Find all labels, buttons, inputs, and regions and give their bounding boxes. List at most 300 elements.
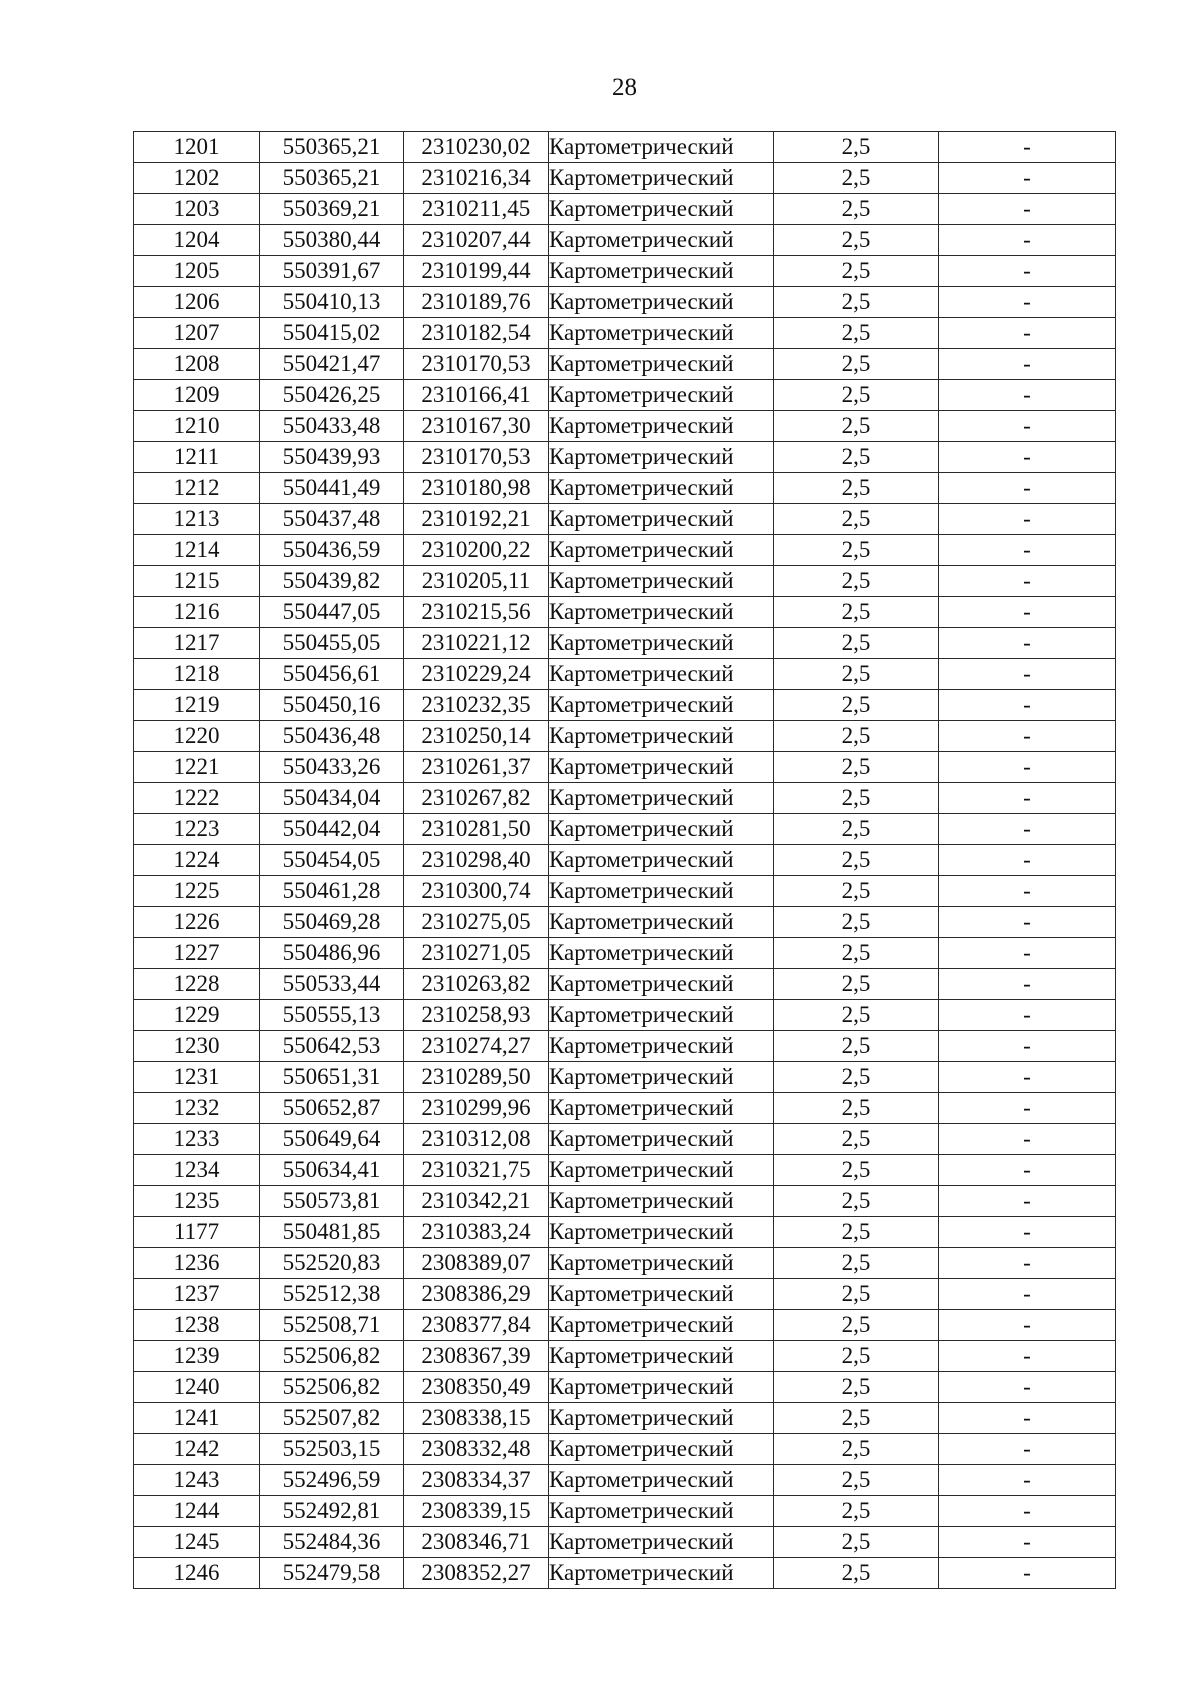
x-coordinate-cell: 552520,83 [260,1248,404,1279]
method-cell: Картометрический [549,1124,774,1155]
description-cell: - [939,411,1116,442]
table-row [134,442,1116,473]
description-cell: - [939,1124,1116,1155]
point-number-cell: 1205 [134,256,260,287]
x-coordinate-cell: 550365,21 [260,132,404,163]
accuracy-cell: 2,5 [774,504,939,535]
y-coordinate-cell: 2310229,24 [404,659,549,690]
y-coordinate-cell: 2308386,29 [404,1279,549,1310]
point-number-cell: 1226 [134,907,260,938]
point-number-cell: 1243 [134,1465,260,1496]
accuracy-cell: 2,5 [774,1062,939,1093]
point-number-cell: 1241 [134,1403,260,1434]
accuracy-cell: 2,5 [774,1434,939,1465]
point-number-cell: 1230 [134,1031,260,1062]
table-row [134,1248,1116,1279]
accuracy-cell: 2,5 [774,1279,939,1310]
description-cell: - [939,1527,1116,1558]
method-cell: Картометрический [549,1496,774,1527]
method-cell: Картометрический [549,876,774,907]
method-cell: Картометрический [549,287,774,318]
x-coordinate-cell: 552507,82 [260,1403,404,1434]
x-coordinate-cell: 552479,58 [260,1558,404,1589]
x-coordinate-cell: 550380,44 [260,225,404,256]
table-row [134,1465,1116,1496]
accuracy-cell: 2,5 [774,783,939,814]
table-row [134,752,1116,783]
table-row [134,1031,1116,1062]
accuracy-cell: 2,5 [774,969,939,1000]
table-row [134,225,1116,256]
y-coordinate-cell: 2310281,50 [404,814,549,845]
method-cell: Картометрический [549,1279,774,1310]
table-row [134,721,1116,752]
description-cell: - [939,318,1116,349]
table-row [134,380,1116,411]
y-coordinate-cell: 2310258,93 [404,1000,549,1031]
description-cell: - [939,783,1116,814]
method-cell: Картометрический [549,194,774,225]
description-cell: - [939,690,1116,721]
table-row [134,814,1116,845]
y-coordinate-cell: 2310271,05 [404,938,549,969]
x-coordinate-cell: 550369,21 [260,194,404,225]
x-coordinate-cell: 550410,13 [260,287,404,318]
y-coordinate-cell: 2310192,21 [404,504,549,535]
y-coordinate-cell: 2310199,44 [404,256,549,287]
table-row [134,597,1116,628]
x-coordinate-cell: 550455,05 [260,628,404,659]
table-row [134,163,1116,194]
y-coordinate-cell: 2308332,48 [404,1434,549,1465]
y-coordinate-cell: 2310289,50 [404,1062,549,1093]
y-coordinate-cell: 2310200,22 [404,535,549,566]
accuracy-cell: 2,5 [774,1000,939,1031]
accuracy-cell: 2,5 [774,1217,939,1248]
method-cell: Картометрический [549,1248,774,1279]
accuracy-cell: 2,5 [774,1310,939,1341]
point-number-cell: 1234 [134,1155,260,1186]
x-coordinate-cell: 550415,02 [260,318,404,349]
x-coordinate-cell: 550651,31 [260,1062,404,1093]
method-cell: Картометрический [549,163,774,194]
point-number-cell: 1220 [134,721,260,752]
method-cell: Картометрический [549,1372,774,1403]
method-cell: Картометрический [549,845,774,876]
y-coordinate-cell: 2308352,27 [404,1558,549,1589]
x-coordinate-cell: 550436,59 [260,535,404,566]
table-row [134,659,1116,690]
table-row [134,907,1116,938]
x-coordinate-cell: 550450,16 [260,690,404,721]
x-coordinate-cell: 552503,15 [260,1434,404,1465]
accuracy-cell: 2,5 [774,1155,939,1186]
x-coordinate-cell: 550649,64 [260,1124,404,1155]
description-cell: - [939,132,1116,163]
x-coordinate-cell: 552506,82 [260,1341,404,1372]
y-coordinate-cell: 2310250,14 [404,721,549,752]
x-coordinate-cell: 550555,13 [260,1000,404,1031]
method-cell: Картометрический [549,1217,774,1248]
y-coordinate-cell: 2310300,74 [404,876,549,907]
method-cell: Картометрический [549,1093,774,1124]
accuracy-cell: 2,5 [774,690,939,721]
accuracy-cell: 2,5 [774,659,939,690]
y-coordinate-cell: 2310321,75 [404,1155,549,1186]
table-row [134,690,1116,721]
x-coordinate-cell: 550573,81 [260,1186,404,1217]
x-coordinate-cell: 550391,67 [260,256,404,287]
point-number-cell: 1203 [134,194,260,225]
x-coordinate-cell: 550365,21 [260,163,404,194]
y-coordinate-cell: 2308338,15 [404,1403,549,1434]
point-number-cell: 1212 [134,473,260,504]
description-cell: - [939,225,1116,256]
method-cell: Картометрический [549,1062,774,1093]
x-coordinate-cell: 552512,38 [260,1279,404,1310]
method-cell: Картометрический [549,349,774,380]
x-coordinate-cell: 550486,96 [260,938,404,969]
accuracy-cell: 2,5 [774,256,939,287]
table-row [134,1434,1116,1465]
x-coordinate-cell: 550642,53 [260,1031,404,1062]
description-cell: - [939,1310,1116,1341]
method-cell: Картометрический [549,1465,774,1496]
method-cell: Картометрический [549,1527,774,1558]
accuracy-cell: 2,5 [774,1403,939,1434]
description-cell: - [939,1434,1116,1465]
point-number-cell: 1239 [134,1341,260,1372]
accuracy-cell: 2,5 [774,1496,939,1527]
point-number-cell: 1201 [134,132,260,163]
accuracy-cell: 2,5 [774,566,939,597]
description-cell: - [939,907,1116,938]
table-row [134,1279,1116,1310]
accuracy-cell: 2,5 [774,132,939,163]
description-cell: - [939,194,1116,225]
description-cell: - [939,380,1116,411]
point-number-cell: 1207 [134,318,260,349]
table-row [134,1093,1116,1124]
method-cell: Картометрический [549,504,774,535]
description-cell: - [939,1279,1116,1310]
y-coordinate-cell: 2310275,05 [404,907,549,938]
accuracy-cell: 2,5 [774,628,939,659]
method-cell: Картометрический [549,1031,774,1062]
point-number-cell: 1222 [134,783,260,814]
accuracy-cell: 2,5 [774,225,939,256]
point-number-cell: 1246 [134,1558,260,1589]
point-number-cell: 1242 [134,1434,260,1465]
method-cell: Картометрический [549,1000,774,1031]
y-coordinate-cell: 2310166,41 [404,380,549,411]
description-cell: - [939,1248,1116,1279]
method-cell: Картометрический [549,721,774,752]
description-cell: - [939,1372,1116,1403]
x-coordinate-cell: 550433,26 [260,752,404,783]
description-cell: - [939,721,1116,752]
accuracy-cell: 2,5 [774,1031,939,1062]
method-cell: Картометрический [549,1341,774,1372]
description-cell: - [939,1496,1116,1527]
accuracy-cell: 2,5 [774,938,939,969]
point-number-cell: 1214 [134,535,260,566]
x-coordinate-cell: 550469,28 [260,907,404,938]
method-cell: Картометрический [549,225,774,256]
point-number-cell: 1202 [134,163,260,194]
y-coordinate-cell: 2310232,35 [404,690,549,721]
method-cell: Картометрический [549,380,774,411]
y-coordinate-cell: 2310298,40 [404,845,549,876]
description-cell: - [939,938,1116,969]
method-cell: Картометрический [549,1155,774,1186]
point-number-cell: 1227 [134,938,260,969]
table-row [134,256,1116,287]
x-coordinate-cell: 550439,82 [260,566,404,597]
description-cell: - [939,1403,1116,1434]
accuracy-cell: 2,5 [774,1341,939,1372]
accuracy-cell: 2,5 [774,876,939,907]
x-coordinate-cell: 550461,28 [260,876,404,907]
x-coordinate-cell: 552492,81 [260,1496,404,1527]
description-cell: - [939,1558,1116,1589]
method-cell: Картометрический [549,1403,774,1434]
y-coordinate-cell: 2310383,24 [404,1217,549,1248]
description-cell: - [939,969,1116,1000]
method-cell: Картометрический [549,256,774,287]
y-coordinate-cell: 2310267,82 [404,783,549,814]
description-cell: - [939,876,1116,907]
method-cell: Картометрический [549,1310,774,1341]
method-cell: Картометрический [549,938,774,969]
y-coordinate-cell: 2310261,37 [404,752,549,783]
accuracy-cell: 2,5 [774,1093,939,1124]
description-cell: - [939,628,1116,659]
table-row [134,504,1116,535]
accuracy-cell: 2,5 [774,1186,939,1217]
point-number-cell: 1238 [134,1310,260,1341]
table-row [134,1527,1116,1558]
accuracy-cell: 2,5 [774,597,939,628]
point-number-cell: 1213 [134,504,260,535]
point-number-cell: 1224 [134,845,260,876]
accuracy-cell: 2,5 [774,411,939,442]
x-coordinate-cell: 550426,25 [260,380,404,411]
accuracy-cell: 2,5 [774,1558,939,1589]
y-coordinate-cell: 2310180,98 [404,473,549,504]
table-row [134,411,1116,442]
x-coordinate-cell: 550439,93 [260,442,404,473]
page-number: 28 [612,74,637,101]
x-coordinate-cell: 552508,71 [260,1310,404,1341]
accuracy-cell: 2,5 [774,1372,939,1403]
coordinates-table [133,131,1116,1589]
accuracy-cell: 2,5 [774,318,939,349]
point-number-cell: 1236 [134,1248,260,1279]
y-coordinate-cell: 2310263,82 [404,969,549,1000]
x-coordinate-cell: 550447,05 [260,597,404,628]
point-number-cell: 1235 [134,1186,260,1217]
point-number-cell: 1217 [134,628,260,659]
point-number-cell: 1177 [134,1217,260,1248]
point-number-cell: 1229 [134,1000,260,1031]
table-row [134,1403,1116,1434]
table-row [134,1186,1116,1217]
method-cell: Картометрический [549,1434,774,1465]
y-coordinate-cell: 2310215,56 [404,597,549,628]
method-cell: Картометрический [549,969,774,1000]
table-row [134,1000,1116,1031]
point-number-cell: 1233 [134,1124,260,1155]
x-coordinate-cell: 550434,04 [260,783,404,814]
description-cell: - [939,566,1116,597]
point-number-cell: 1245 [134,1527,260,1558]
method-cell: Картометрический [549,907,774,938]
point-number-cell: 1223 [134,814,260,845]
y-coordinate-cell: 2310312,08 [404,1124,549,1155]
table-row [134,566,1116,597]
method-cell: Картометрический [549,1558,774,1589]
y-coordinate-cell: 2310189,76 [404,287,549,318]
description-cell: - [939,1465,1116,1496]
description-cell: - [939,845,1116,876]
y-coordinate-cell: 2310221,12 [404,628,549,659]
description-cell: - [939,349,1116,380]
description-cell: - [939,163,1116,194]
x-coordinate-cell: 552506,82 [260,1372,404,1403]
table-row [134,1372,1116,1403]
method-cell: Картометрический [549,535,774,566]
y-coordinate-cell: 2310230,02 [404,132,549,163]
table-row [134,628,1116,659]
y-coordinate-cell: 2310205,11 [404,566,549,597]
description-cell: - [939,659,1116,690]
method-cell: Картометрический [549,411,774,442]
y-coordinate-cell: 2310299,96 [404,1093,549,1124]
accuracy-cell: 2,5 [774,287,939,318]
y-coordinate-cell: 2310207,44 [404,225,549,256]
y-coordinate-cell: 2310167,30 [404,411,549,442]
point-number-cell: 1231 [134,1062,260,1093]
method-cell: Картометрический [549,659,774,690]
accuracy-cell: 2,5 [774,1527,939,1558]
accuracy-cell: 2,5 [774,163,939,194]
point-number-cell: 1228 [134,969,260,1000]
description-cell: - [939,535,1116,566]
description-cell: - [939,752,1116,783]
point-number-cell: 1225 [134,876,260,907]
table-row [134,318,1116,349]
method-cell: Картометрический [549,473,774,504]
table-row [134,1217,1116,1248]
table-row [134,938,1116,969]
point-number-cell: 1240 [134,1372,260,1403]
table-row [134,876,1116,907]
y-coordinate-cell: 2310216,34 [404,163,549,194]
point-number-cell: 1215 [134,566,260,597]
description-cell: - [939,504,1116,535]
table-row [134,349,1116,380]
point-number-cell: 1219 [134,690,260,721]
method-cell: Картометрический [549,752,774,783]
table-row [134,194,1116,225]
y-coordinate-cell: 2308346,71 [404,1527,549,1558]
y-coordinate-cell: 2310211,45 [404,194,549,225]
method-cell: Картометрический [549,814,774,845]
method-cell: Картометрический [549,132,774,163]
point-number-cell: 1221 [134,752,260,783]
accuracy-cell: 2,5 [774,1465,939,1496]
description-cell: - [939,473,1116,504]
x-coordinate-cell: 550456,61 [260,659,404,690]
table-row [134,535,1116,566]
table-row [134,783,1116,814]
y-coordinate-cell: 2308367,39 [404,1341,549,1372]
x-coordinate-cell: 552496,59 [260,1465,404,1496]
table-row [134,287,1116,318]
table-row [134,473,1116,504]
x-coordinate-cell: 552484,36 [260,1527,404,1558]
method-cell: Картометрический [549,597,774,628]
accuracy-cell: 2,5 [774,194,939,225]
point-number-cell: 1232 [134,1093,260,1124]
accuracy-cell: 2,5 [774,442,939,473]
x-coordinate-cell: 550437,48 [260,504,404,535]
description-cell: - [939,814,1116,845]
x-coordinate-cell: 550533,44 [260,969,404,1000]
method-cell: Картометрический [549,690,774,721]
accuracy-cell: 2,5 [774,380,939,411]
description-cell: - [939,1186,1116,1217]
point-number-cell: 1244 [134,1496,260,1527]
point-number-cell: 1210 [134,411,260,442]
method-cell: Картометрический [549,566,774,597]
accuracy-cell: 2,5 [774,814,939,845]
method-cell: Картометрический [549,318,774,349]
table-row [134,1310,1116,1341]
y-coordinate-cell: 2308377,84 [404,1310,549,1341]
accuracy-cell: 2,5 [774,349,939,380]
description-cell: - [939,1062,1116,1093]
x-coordinate-cell: 550481,85 [260,1217,404,1248]
method-cell: Картометрический [549,442,774,473]
accuracy-cell: 2,5 [774,721,939,752]
table-row [134,969,1116,1000]
table-row [134,845,1116,876]
point-number-cell: 1216 [134,597,260,628]
table-row [134,1341,1116,1372]
y-coordinate-cell: 2310170,53 [404,442,549,473]
point-number-cell: 1208 [134,349,260,380]
y-coordinate-cell: 2310342,21 [404,1186,549,1217]
y-coordinate-cell: 2308389,07 [404,1248,549,1279]
point-number-cell: 1204 [134,225,260,256]
x-coordinate-cell: 550634,41 [260,1155,404,1186]
description-cell: - [939,1093,1116,1124]
accuracy-cell: 2,5 [774,473,939,504]
accuracy-cell: 2,5 [774,1124,939,1155]
method-cell: Картометрический [549,783,774,814]
accuracy-cell: 2,5 [774,535,939,566]
accuracy-cell: 2,5 [774,1248,939,1279]
description-cell: - [939,1341,1116,1372]
x-coordinate-cell: 550442,04 [260,814,404,845]
y-coordinate-cell: 2308339,15 [404,1496,549,1527]
description-cell: - [939,256,1116,287]
description-cell: - [939,1031,1116,1062]
table-row [134,1155,1116,1186]
x-coordinate-cell: 550652,87 [260,1093,404,1124]
